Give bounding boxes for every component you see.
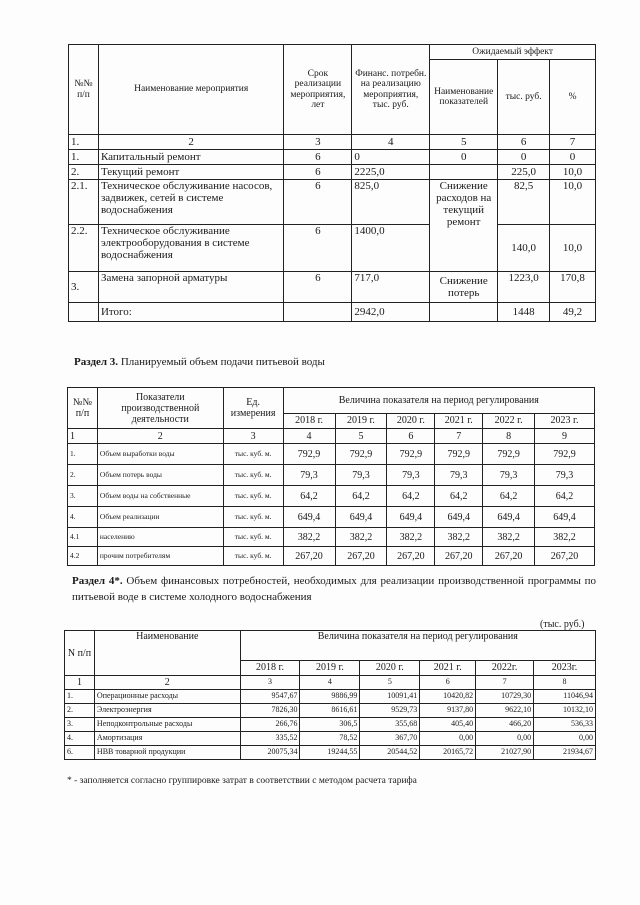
row-value: 21027,90 [476,746,534,760]
row-rub: 140,0 [498,225,550,272]
row-pct: 10,0 [550,165,596,180]
row-name: прочим потребителям [97,547,223,566]
row-num: 2. [68,465,98,486]
section3-title-bold: Раздел 3. [74,356,119,368]
year-header: 2022 г. [483,413,535,428]
row-value: 335,52 [240,732,300,746]
row-num: 4. [68,507,98,528]
row-num: 1. [69,150,99,165]
units-label: (тыс. руб.) [540,619,585,630]
row-value: 0,00 [534,732,596,746]
index-cell: 6 [498,135,550,150]
row-value: 64,2 [435,486,483,507]
year-header: 2020 г. [387,413,435,428]
measures-table [68,44,596,322]
row-unit: тыс. куб. м. [223,486,283,507]
row-value: 64,2 [387,486,435,507]
row-value: 0,00 [476,732,534,746]
row-value: 9137,80 [420,704,476,718]
year-header: 2022г. [476,660,534,675]
row-name: Капитальный ремонт [98,150,283,165]
row-term: 6 [284,180,352,225]
row-indicator: 0 [430,150,498,165]
row-rub: 82,5 [498,180,550,225]
row-value: 367,70 [360,732,420,746]
row-value: 79,3 [283,465,335,486]
row-value: 649,4 [435,507,483,528]
row-value: 382,2 [483,528,535,547]
row-num: 2.2. [69,225,99,272]
section4-title [72,574,596,606]
section4-title-bold: Раздел 4*. [72,575,123,587]
row-name: населению [97,528,223,547]
header-effect-rub: тыс. руб. [498,60,550,135]
row-value: 355,68 [360,718,420,732]
header-effect-pct: % [550,60,596,135]
header-effect-name: Наименование показателей [430,60,498,135]
row-term: 6 [284,150,352,165]
row-pct: 10,0 [550,225,596,272]
row-value: 64,2 [483,486,535,507]
index-cell: 1 [68,429,98,444]
table-row [69,272,596,303]
section3-title-text: Планируемый объем подачи питьевой воды [120,356,325,368]
year-header: 2021 г. [420,660,476,675]
financial-needs-table [64,630,596,760]
row-rub: 0 [498,150,550,165]
row-value: 9886,99 [300,690,360,704]
index-cell: 7 [476,676,534,690]
row-value: 466,20 [476,718,534,732]
row-indicator [430,303,498,322]
row-num: 6. [65,746,95,760]
table-row [68,465,595,486]
row-num: 4.2 [68,547,98,566]
row-rub: 1223,0 [498,272,550,303]
index-cell: 6 [387,429,435,444]
row-value: 792,9 [387,444,435,465]
row-value: 649,4 [483,507,535,528]
year-header: 2019 г. [300,660,360,675]
row-num: 3. [65,718,95,732]
row-value: 792,9 [335,444,387,465]
row-num: 1. [65,690,95,704]
row-value: 405,40 [420,718,476,732]
row-name: НВВ товарной продукции [94,746,240,760]
footnote: * - заполняется согласно группировке затрат в соответствии с методом расчета тарифа [67,776,417,786]
row-term: 6 [284,225,352,272]
row-value: 267,20 [335,547,387,566]
row-name: Техническое обслуживание насосов, задвижек, сетей в системе водоснабжения [98,180,283,225]
header-period: Величина показателя на период регулирования [240,631,595,661]
row-name: Объем реализации [97,507,223,528]
index-cell: 5 [430,135,498,150]
table-row [68,429,595,444]
row-value: 649,4 [387,507,435,528]
row-finance: 1400,0 [352,225,430,272]
row-value: 0,00 [420,732,476,746]
index-cell: 7 [550,135,596,150]
header-num: N п/п [65,631,95,676]
table-row [69,150,596,165]
row-value: 306,5 [300,718,360,732]
table-row [68,444,595,465]
row-value: 9547,67 [240,690,300,704]
row-value: 382,2 [335,528,387,547]
row-value: 7826,30 [240,704,300,718]
header-unit: Ед. измерения [223,388,283,429]
table-row [65,718,596,732]
row-num: 4. [65,732,95,746]
row-name: Объем воды на собственные [97,486,223,507]
index-cell: 6 [420,676,476,690]
header-term: Срок реализации мероприятия, лет [284,45,352,135]
row-value: 10729,30 [476,690,534,704]
index-cell: 5 [335,429,387,444]
index-cell: 9 [535,429,595,444]
row-value: 382,2 [387,528,435,547]
year-header: 2018 г. [283,413,335,428]
row-value: 10420,82 [420,690,476,704]
row-value: 21934,67 [534,746,596,760]
row-indicator [430,165,498,180]
row-value: 792,9 [535,444,595,465]
total-pct: 49,2 [550,303,596,322]
row-name: Текущий ремонт [98,165,283,180]
row-value: 536,33 [534,718,596,732]
total-rub: 1448 [498,303,550,322]
index-cell: 1. [69,135,99,150]
row-finance: 2225,0 [352,165,430,180]
section3-title [74,356,325,368]
row-num: 1. [68,444,98,465]
row-num [69,303,99,322]
table-row [69,225,596,272]
row-value: 649,4 [335,507,387,528]
row-name: Электроэнергия [94,704,240,718]
row-unit: тыс. куб. м. [223,528,283,547]
row-value: 79,3 [535,465,595,486]
row-value: 267,20 [387,547,435,566]
row-value: 267,20 [283,547,335,566]
header-finance: Финанс. потребн. на реализацию мероприятия, тыс. руб. [352,45,430,135]
row-unit: тыс. куб. м. [223,507,283,528]
row-name: Амортизация [94,732,240,746]
row-num: 2. [65,704,95,718]
row-value: 9622,10 [476,704,534,718]
row-value: 64,2 [535,486,595,507]
table-row [68,547,595,566]
total-label: Итого: [98,303,283,322]
row-value: 382,2 [535,528,595,547]
table-row [69,135,596,150]
header-num: №№ п/п [68,388,98,429]
table-row [65,746,596,760]
row-value: 19244,55 [300,746,360,760]
row-finance: 825,0 [352,180,430,225]
merged-indicator: Снижение расходов на текущий ремонт [430,180,498,272]
row-value: 267,20 [435,547,483,566]
header-name: Наименование [94,631,240,676]
header-indicator: Показатели производственной деятельности [97,388,223,429]
row-term: 6 [284,165,352,180]
index-cell: 3 [284,135,352,150]
table-row [65,704,596,718]
row-value: 20544,52 [360,746,420,760]
water-supply-table [67,387,595,566]
row-pct: 0 [550,150,596,165]
row-finance: 717,0 [352,272,430,303]
index-cell: 3 [223,429,283,444]
table-row [68,507,595,528]
row-value: 792,9 [483,444,535,465]
index-cell: 2 [97,429,223,444]
row-value: 267,20 [535,547,595,566]
section4-title-text: Объем финансовых потребностей, необходимых для реализации производственной программы по питьевой воде в системе холодного водоснабжения [72,575,597,603]
row-value: 79,3 [335,465,387,486]
index-cell: 7 [435,429,483,444]
row-value: 10132,10 [534,704,596,718]
row-value: 649,4 [283,507,335,528]
row-pct: 10,0 [550,180,596,225]
header-period: Величина показателя на период регулирования [283,388,594,414]
row-num: 3. [68,486,98,507]
row-unit: тыс. куб. м. [223,547,283,566]
row-indicator: Снижение потерь [430,272,498,303]
row-value: 79,3 [387,465,435,486]
table-row [65,732,596,746]
row-name: Операционные расходы [94,690,240,704]
row-value: 382,2 [435,528,483,547]
table-row [68,486,595,507]
row-value: 649,4 [535,507,595,528]
index-cell: 4 [352,135,430,150]
row-value: 79,3 [483,465,535,486]
table-row [65,676,596,690]
table-row [65,690,596,704]
row-value: 78,52 [300,732,360,746]
index-cell: 1 [65,676,95,690]
row-name: Объем потерь воды [97,465,223,486]
index-cell: 2 [98,135,283,150]
total-finance: 2942,0 [352,303,430,322]
row-value: 792,9 [435,444,483,465]
table-row [68,528,595,547]
row-rub: 225,0 [498,165,550,180]
index-cell: 2 [94,676,240,690]
row-value: 64,2 [335,486,387,507]
year-header: 2023г. [534,660,596,675]
year-header: 2021 г. [435,413,483,428]
row-value: 382,2 [283,528,335,547]
header-measure-name: Наименование мероприятия [98,45,283,135]
year-header: 2023 г. [535,413,595,428]
row-name: Техническое обслуживание электрооборудования в системе водоснабжения [98,225,283,272]
row-finance: 0 [352,150,430,165]
index-cell: 3 [240,676,300,690]
index-cell: 5 [360,676,420,690]
header-expected-effect: Ожидаемый эффект [430,45,596,60]
row-unit: тыс. куб. м. [223,465,283,486]
index-cell: 4 [300,676,360,690]
row-value: 11046,94 [534,690,596,704]
row-num: 4.1 [68,528,98,547]
row-value: 10091,41 [360,690,420,704]
table-row [69,165,596,180]
row-value: 20165,72 [420,746,476,760]
row-term [284,303,352,322]
row-value: 267,20 [483,547,535,566]
row-value: 266,76 [240,718,300,732]
index-cell: 8 [483,429,535,444]
total-row [69,303,596,322]
row-value: 20075,34 [240,746,300,760]
year-header: 2020 г. [360,660,420,675]
row-name: Неподконтрольные расходы [94,718,240,732]
row-name: Замена запорной арматуры [98,272,283,303]
row-num: 3. [69,272,99,303]
header-num: №№ п/п [69,45,99,135]
row-value: 79,3 [435,465,483,486]
row-value: 8616,61 [300,704,360,718]
index-cell: 4 [283,429,335,444]
row-value: 9529,73 [360,704,420,718]
table-row [69,180,596,225]
row-value: 64,2 [283,486,335,507]
row-unit: тыс. куб. м. [223,444,283,465]
index-cell: 8 [534,676,596,690]
row-term: 6 [284,272,352,303]
row-num: 2. [69,165,99,180]
row-value: 792,9 [283,444,335,465]
row-name: Объем выработки воды [97,444,223,465]
row-num: 2.1. [69,180,99,225]
year-header: 2019 г. [335,413,387,428]
year-header: 2018 г. [240,660,300,675]
row-pct: 170,8 [550,272,596,303]
